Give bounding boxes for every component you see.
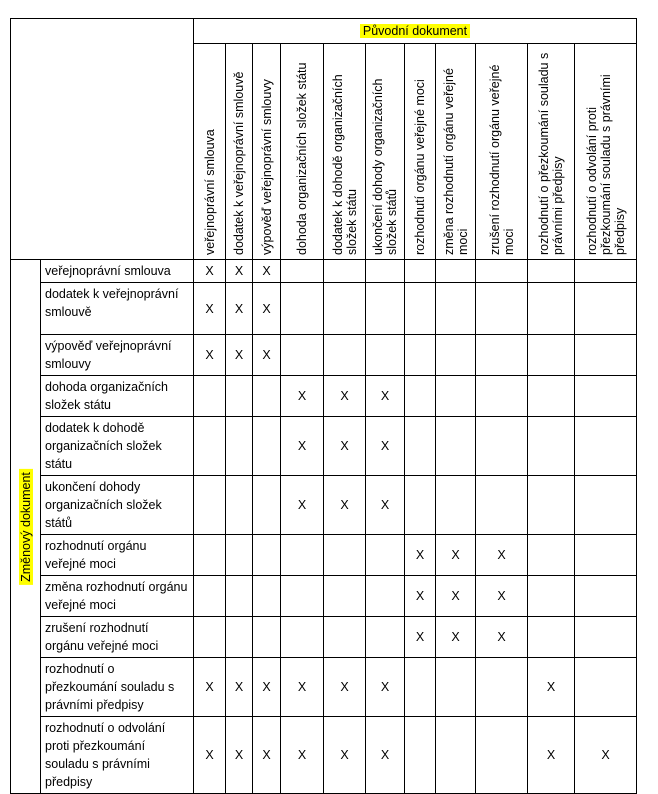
column-header-label: výpověď veřejnoprávní smlouvy <box>259 79 274 255</box>
mark-cell: X <box>528 717 575 794</box>
mark-cell <box>528 335 575 376</box>
mark-cell <box>405 260 436 283</box>
mark-cell <box>575 476 637 535</box>
mark-cell: X <box>281 658 324 717</box>
mark-cell <box>281 576 324 617</box>
mark-cell: X <box>405 576 436 617</box>
row-label: změna rozhodnutí orgánu veřejné moci <box>41 576 194 617</box>
mark-cell <box>226 617 253 658</box>
mark-cell <box>226 576 253 617</box>
mark-cell <box>405 717 436 794</box>
column-header <box>226 44 253 260</box>
mark-cell <box>194 417 226 476</box>
mark-cell <box>528 260 575 283</box>
row-label: dodatek k dohodě organizačních složek státu <box>41 417 194 476</box>
mark-cell <box>476 658 528 717</box>
mark-cell: X <box>366 658 405 717</box>
mark-cell <box>324 283 366 335</box>
mark-cell <box>324 576 366 617</box>
mark-cell: X <box>366 476 405 535</box>
mark-cell <box>194 535 226 576</box>
mark-cell: X <box>253 717 281 794</box>
mark-cell: X <box>194 260 226 283</box>
mark-cell <box>476 335 528 376</box>
row-label: výpověď veřejnoprávní smlouvy <box>41 335 194 376</box>
column-header <box>281 44 324 260</box>
mark-cell <box>281 283 324 335</box>
mark-cell: X <box>281 376 324 417</box>
mark-cell: X <box>194 717 226 794</box>
mark-cell <box>575 658 637 717</box>
mark-cell <box>253 576 281 617</box>
column-header <box>366 44 405 260</box>
column-header <box>528 44 575 260</box>
mark-cell <box>528 576 575 617</box>
mark-cell <box>575 417 637 476</box>
mark-cell <box>405 476 436 535</box>
mark-cell <box>405 658 436 717</box>
mark-cell <box>476 283 528 335</box>
mark-cell: X <box>436 535 476 576</box>
column-header-label: rozhodnutí o přezkoumání souladu s právními předpisy <box>537 52 565 255</box>
column-header <box>253 44 281 260</box>
table-row <box>11 476 637 535</box>
table-row <box>11 335 637 376</box>
mark-cell: X <box>226 717 253 794</box>
row-label: veřejnoprávní smlouva <box>41 260 194 283</box>
mark-cell <box>253 617 281 658</box>
mark-cell: X <box>324 717 366 794</box>
column-header-label: změna rozhodnutí orgánu veřejné moci <box>441 68 470 255</box>
mark-cell: X <box>253 335 281 376</box>
original-document-header <box>194 19 637 44</box>
mark-cell <box>436 417 476 476</box>
mark-cell: X <box>366 717 405 794</box>
table-row <box>11 260 637 283</box>
mark-cell <box>324 335 366 376</box>
mark-cell: X <box>281 476 324 535</box>
mark-cell: X <box>324 658 366 717</box>
mark-cell <box>405 376 436 417</box>
mark-cell: X <box>476 535 528 576</box>
mark-cell: X <box>226 283 253 335</box>
mark-cell <box>226 417 253 476</box>
mark-cell <box>575 576 637 617</box>
mark-cell <box>194 376 226 417</box>
compatibility-table <box>10 18 637 794</box>
mark-cell <box>226 535 253 576</box>
mark-cell <box>194 617 226 658</box>
mark-cell <box>528 617 575 658</box>
mark-cell: X <box>194 658 226 717</box>
column-header-label: dodatek k dohodě organizačních složek státu <box>330 74 359 255</box>
table-row <box>11 535 637 576</box>
mark-cell <box>575 535 637 576</box>
mark-cell <box>226 476 253 535</box>
column-header <box>405 44 436 260</box>
mark-cell <box>436 260 476 283</box>
mark-cell <box>366 576 405 617</box>
mark-cell <box>476 717 528 794</box>
mark-cell <box>226 376 253 417</box>
mark-cell <box>575 335 637 376</box>
mark-cell <box>366 335 405 376</box>
mark-cell <box>253 535 281 576</box>
mark-cell: X <box>528 658 575 717</box>
column-header <box>194 44 226 260</box>
mark-cell: X <box>253 260 281 283</box>
mark-cell: X <box>366 417 405 476</box>
mark-cell <box>528 417 575 476</box>
mark-cell <box>405 335 436 376</box>
column-header-label: rozhodnutí orgánu veřejné moci <box>413 79 427 255</box>
column-header <box>476 44 528 260</box>
mark-cell <box>281 617 324 658</box>
mark-cell <box>366 283 405 335</box>
table-row <box>11 617 637 658</box>
mark-cell <box>528 535 575 576</box>
column-header-label: rozhodnutí o odvolání proti přezkoumání souladu s právními předpisy <box>584 74 627 255</box>
row-label: zrušení rozhodnutí orgánu veřejné moci <box>41 617 194 658</box>
table-row <box>11 417 637 476</box>
mark-cell <box>366 260 405 283</box>
mark-cell <box>575 283 637 335</box>
row-label: ukončení dohody organizačních složek států <box>41 476 194 535</box>
mark-cell <box>575 617 637 658</box>
mark-cell <box>281 335 324 376</box>
mark-cell <box>436 283 476 335</box>
mark-cell: X <box>253 658 281 717</box>
change-document-label: Změnový dokument <box>19 469 33 585</box>
mark-cell <box>476 476 528 535</box>
table-row <box>11 283 637 335</box>
mark-cell <box>528 476 575 535</box>
mark-cell <box>405 283 436 335</box>
mark-cell <box>324 617 366 658</box>
mark-cell: X <box>281 717 324 794</box>
mark-cell <box>528 376 575 417</box>
mark-cell <box>575 260 637 283</box>
mark-cell: X <box>194 335 226 376</box>
mark-cell <box>253 417 281 476</box>
row-label: rozhodnutí orgánu veřejné moci <box>41 535 194 576</box>
mark-cell: X <box>476 617 528 658</box>
mark-cell <box>324 260 366 283</box>
mark-cell <box>366 535 405 576</box>
mark-cell: X <box>405 617 436 658</box>
mark-cell <box>194 476 226 535</box>
column-header <box>324 44 366 260</box>
column-header-label: veřejnoprávní smlouva <box>202 129 217 255</box>
mark-cell <box>281 260 324 283</box>
mark-cell <box>405 417 436 476</box>
table-row <box>11 376 637 417</box>
mark-cell <box>436 476 476 535</box>
mark-cell <box>476 417 528 476</box>
mark-cell <box>253 376 281 417</box>
mark-cell <box>324 535 366 576</box>
mark-cell <box>281 535 324 576</box>
change-document-header <box>11 260 41 794</box>
mark-cell <box>436 376 476 417</box>
mark-cell: X <box>226 658 253 717</box>
mark-cell <box>436 717 476 794</box>
mark-cell: X <box>436 617 476 658</box>
mark-cell <box>366 617 405 658</box>
mark-cell: X <box>324 476 366 535</box>
mark-cell <box>436 658 476 717</box>
row-label: rozhodnutí o přezkoumání souladu s právními předpisy <box>41 658 194 717</box>
column-header-label: dodatek k veřejnoprávní smlouvě <box>232 71 246 255</box>
column-header-label: ukončení dohody organizačních složek států <box>371 78 399 255</box>
mark-cell: X <box>366 376 405 417</box>
mark-cell <box>575 376 637 417</box>
row-label: dohoda organizačních složek státu <box>41 376 194 417</box>
mark-cell <box>194 576 226 617</box>
mark-cell: X <box>575 717 637 794</box>
table-row <box>11 658 637 717</box>
mark-cell: X <box>324 417 366 476</box>
column-header <box>436 44 476 260</box>
table-row <box>11 576 637 617</box>
mark-cell: X <box>405 535 436 576</box>
mark-cell: X <box>324 376 366 417</box>
mark-cell: X <box>476 576 528 617</box>
column-header-label: zrušení rozhodnutí orgánu veřejné moci <box>487 64 516 255</box>
mark-cell <box>436 335 476 376</box>
mark-cell: X <box>436 576 476 617</box>
column-header-label: dohoda organizačních složek státu <box>295 62 309 255</box>
mark-cell: X <box>281 417 324 476</box>
mark-cell <box>476 376 528 417</box>
row-label: rozhodnutí o odvolání proti přezkoumání souladu s právními předpisy <box>41 717 194 794</box>
row-label: dodatek k veřejnoprávní smlouvě <box>41 283 194 335</box>
mark-cell <box>476 260 528 283</box>
column-header <box>575 44 637 260</box>
mark-cell <box>253 476 281 535</box>
mark-cell: X <box>253 283 281 335</box>
mark-cell: X <box>194 283 226 335</box>
original-document-label: Původní dokument <box>360 24 470 38</box>
mark-cell: X <box>226 260 253 283</box>
mark-cell: X <box>226 335 253 376</box>
mark-cell <box>528 283 575 335</box>
table-row <box>11 717 637 794</box>
corner-cell <box>11 19 194 260</box>
